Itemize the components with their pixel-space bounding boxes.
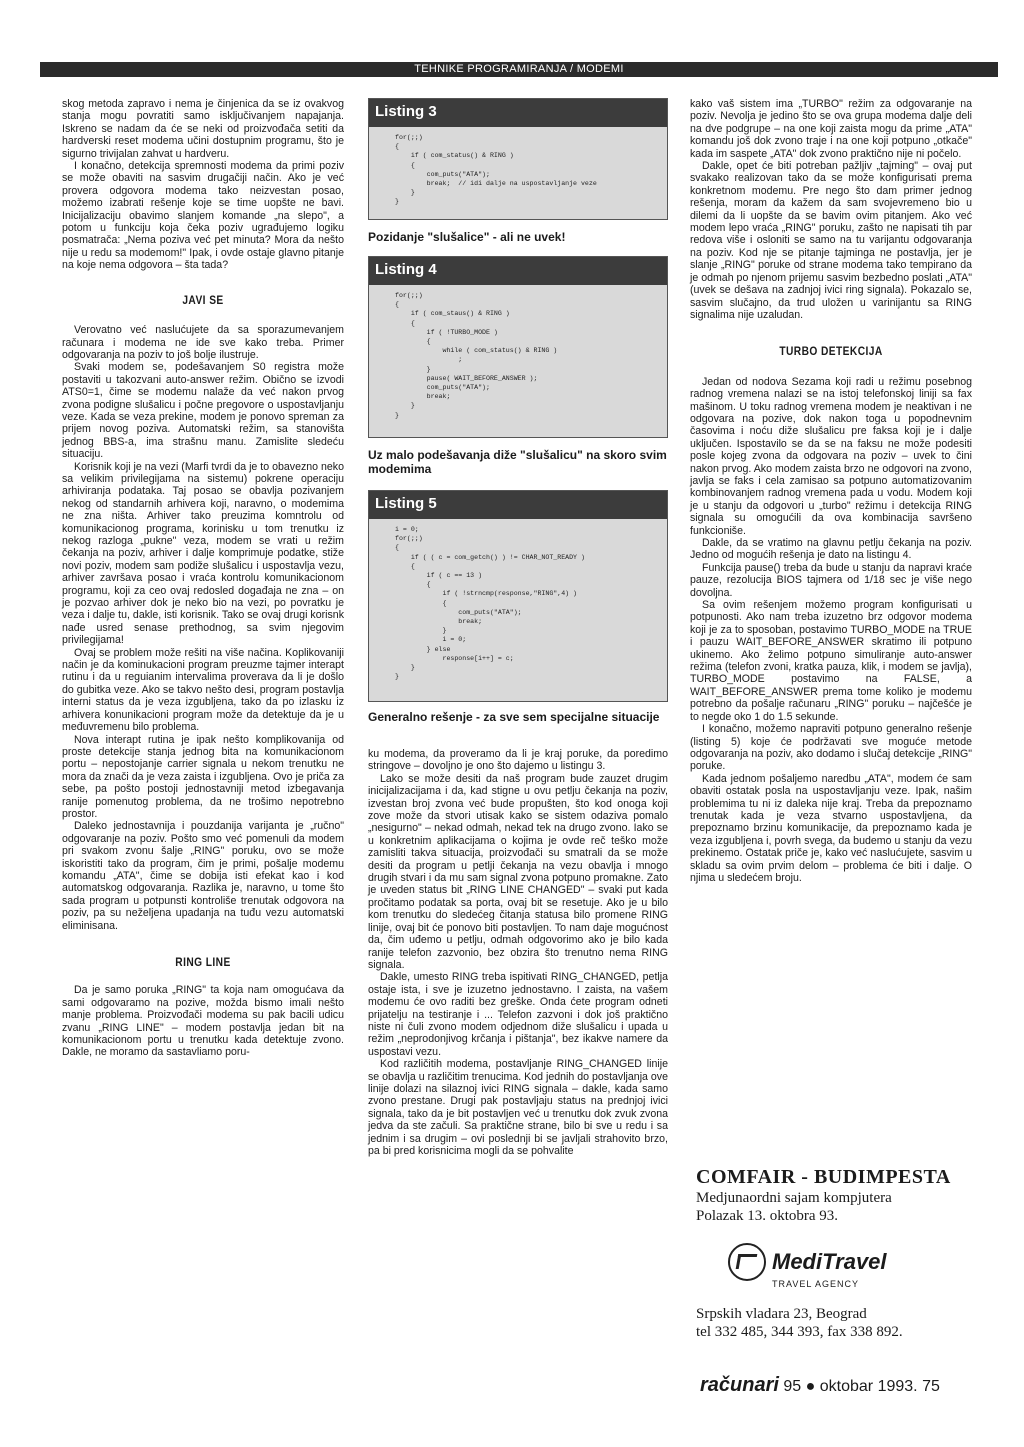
listing-header	[369, 491, 667, 519]
paragraph: ku modema, da proveramo da li je kraj poruke, da poredimo stringove – dovoljno je ono što dajemo u listingu 3.	[368, 748, 668, 773]
code-block: for(;;) { if ( com_staus() & RING ) { if ( !TURBO_MODE ) { while ( com_status() & RING ) ; } pause( WAIT_BEFORE_ANSWER ); com_puts("ATA"); break; } }	[395, 292, 558, 419]
listing-5-box	[368, 490, 668, 702]
ad-line: Medjunaordni sajam kompjutera	[696, 1190, 892, 1206]
left-column	[62, 98, 344, 1059]
middle-column	[368, 748, 668, 1157]
paragraph: Nova interapt rutina je ipak nešto komplikovanija od proste detekcije stanja jednog bita na komunikacionom portu – nepostojanje carrier signala u nekom trenutku ne mora da znači da je veza zaista i izgubljena. Ovo je priča za sebe, pa pošto postoji jednostavniji metod izbegavanja ranije pomenutog problema, da ne trošimo nepotrebno prostor.	[62, 733, 344, 820]
section-heading: TURBO DETEKCIJA	[779, 344, 883, 359]
paragraph: Svaki modem se, podešavanjem S0 registra može postaviti u takozvani auto-answer režim. Obično se izvodi ATS0=1, čime se modemu nalaže da već nakon prvog zvona podigne slušalicu i počne pregovore o uspostavljanju veze. Kada se veza prekine, modem je ponovo spreman za prijem novog poziva. Automatski režim, sa stanovišta jednog BBS-a, ima strašnu manu. Zamislite sledeću situaciju.	[62, 361, 344, 461]
advertisement	[696, 1166, 986, 1341]
section-heading: JAVI SE	[182, 292, 224, 307]
paragraph: Dakle, da se vratimo na glavnu petlju čekanja na poziv. Jedno od mogućih rešenja je dato na listingu 4.	[690, 537, 972, 562]
ad-phone: tel 332 485, 344 393, fax 338 892.	[696, 1324, 903, 1340]
paragraph: I konačno, detekcija spremnosti modema da primi poziv se može obaviti na sasvim drugačiji način. Ako je već provera odgovora modema tako neizvestan posao, možemo izabrati rešenje koje se time uopšte ne bavi. Inicijalizaciju obavimo slanjem komande „na slepo", a potom u funkciju koja čeka poziv ugrađujemo logiku posmatrača: „Nema poziva već pet minuta? Mora da nešto nije u redu sa modemom!" Ipak, i ovde ostaje glavno pitanje na koje nema odgovora – šta tada?	[62, 160, 344, 272]
page-footer	[700, 1374, 998, 1397]
issue-number: 95	[783, 1378, 802, 1395]
paragraph: Daleko jednostavnija i pouzdanija varijanta je „ručno" odgovaranje na poziv. Pošto smo već pomenuli da modem pri svakom zvonu šalje „RING" poruku, ovo se može iskoristiti tako da program, čim je primi, pošalje modemu komandu „ATA", čime se dobija isti efekat kao i kod automatskog odgovaranja. Razlika je, naravno, u tome što sada program u potpunsti kontroliše trenutak odgovora na poziv, pa su neželjena upadanja na tuđu vezu automatski eliminisana.	[62, 820, 344, 932]
paragraph: I konačno, možemo napraviti potpuno generalno rešenje (listing 5) koje će podržavati sve moguće metode odgovaranja na poziv, ako dodamo i slučaj detekcije „RING" poruke.	[690, 723, 972, 773]
paragraph: Da je samo poruka „RING" ta koja nam omogućava da sami odgovaramo na pozive, možda bismo imali nešto manje problema. Proizvođači modema su pak bacili udicu zvanu „RING LINE" – modem postavlja jedan bit na komunikacionom portu u trenutku kada detektuje zvono. Dakle, ne moramo da sastavliamo poru-	[62, 984, 344, 1059]
magazine-name: računari	[700, 1374, 779, 1396]
ad-title: COMFAIR - BUDIMPESTA	[696, 1166, 951, 1188]
paragraph: Dakle, umesto RING treba ispitivati RING_CHANGED, petlja ostaje ista, i sve je izuzetno jednostavno. I zaista, na vašem modemu će ovo raditi bez greške. Onda ćete program odneti prijatelju na testiranje i ... Telefon zazvoni i dok još praktično niste ni čuli zvono modem odjednom diže slušalicu i upada u režim „neprodonjivog krčanja i pištanja", bez ikakve namere da uspostavi vezu.	[368, 971, 668, 1058]
listing-caption: Uz malo podešavanja diže "slušalicu" na skoro svim modemima	[368, 448, 667, 476]
listing-title: Listing 4	[375, 261, 437, 278]
issue-date: oktobar 1993.	[819, 1378, 918, 1395]
paragraph: Jedan od nodova Sezama koji radi u režimu posebnog radnog vremena nalazi se na istoj telefonskoj liniji sa fax mašinom. U toku radnog vremena modem je neaktivan i ne odgovara na pozive, dok nakon toga u popodnevnim časovima i noću diže slušalicu pre faksa koji je i dalje uključen. Ispostavilo se da se na faksu ne može podesiti posle kojeg zvona da odgovara na poziv – uvek to čini nakon prvog. Ako modem zaista brzo ne odgovori na zvono, javlja se faks i cela zamisao sa potpuno automatizovanim kombinovanjem radnog vremena pada u vodu. Modem koji je u stanju da odgovori u „turbo" režimu i detekcija RING signala su omogućili da ova kombinacija savršeno funkcioniše.	[690, 375, 972, 537]
ad-agency: TRAVEL AGENCY	[772, 1279, 860, 1289]
bullet-icon: ●	[805, 1378, 816, 1395]
listing-title: Listing 5	[375, 495, 437, 512]
meditravel-logo	[728, 1243, 986, 1281]
paragraph: Dakle, opet će biti potreban pažljiv „tajming" – ovaj put svakako realizovan tako da se može konfigurisati prema konkretnom modemu. Pre nego što dam primer jednog rešenja, moram da kažem da sam svojevremeno bio u dilemi da li uopšte da se bavim ovim pitanjem. Ako već modem lepo vraća „RING" poruku, zašto ne napisati tih par redova više i osloniti se samo na tu varijantu odgovaranja na poziv. Kod nje se pitanje tajminga ne postavlja, jer je slanje „RING" poruke od strane modema tako tempirano da je odmah po njenom prijemu sasvim bezbedno poslati „ATA" (uvek se dešava na zadnjoj ivici ring signala). Pokazalo se, sasvim slučajno, da trud uložen u varinijantu sa RING signalima nije uzaludan.	[690, 160, 972, 321]
ad-line: Polazak 13. oktobra 93.	[696, 1208, 839, 1224]
listing-header	[369, 257, 667, 285]
section-header	[40, 62, 998, 77]
paragraph: Kod različitih modema, postavljanje RING_CHANGED linije se obavlja u različitim trenucima. Kod jednih do postavljanja ove linije dolazi na silaznoj ivici RING signala – dakle, kada samo zvono prestane. Drugi pak postavljaju status na prednjoj ivici signala, tako da je bit postavljen već u trenutku dok zvuk zvona jedva da ste začuli. Sa praktične strane, bilo bi sve u redu i sa jednim i sa drugim – ovi poslednji bi se javljali strahovito brzo, pa bi pred korisnicima mogli da se pohvalite	[368, 1058, 668, 1157]
code-block: i = 0; for(;;) { if ( ( c = com_getch() ) != CHAR_NOT_READY ) { if ( c == 13 ) { if ( !strncmp(response,"RING",4) ) { com_puts("ATA"); break; } i = 0; } else response[i++] = c; } }	[395, 526, 585, 681]
ad-address: Srpskih vladara 23, Beograd	[696, 1306, 867, 1322]
listing-header	[369, 99, 667, 127]
listing-4-box	[368, 256, 668, 438]
logo-icon	[728, 1243, 766, 1281]
paragraph: Korisnik koji je na vezi (Marfi tvrdi da je to obavezno neko sa velikim privilegijama na sistemu) pokrene operaciju arhiviranja podataka. Taj posao se obavlja pozivanjem nekog od standarnih arhivera koji, naravno, o modemima ne zna ništa. Arhiver tako preuzima komntrolu od komunikacionog programa, korinisku u tom trenutku iz nekog razloga „pukne" veza, modem se vrati u režim čekanja na poziv, arhiver i dalje komprimuje podatke, stiže novi poziv, modem sam podiže slušalicu i uspostavlja vezu, arhiver završava posao i vraća kontrolu komunikacionom programu, koji za ceo ovaj redosled događaja ne zna – on je pozvao arhiver dok je neko bio na vezi, po povratku je veza i dalje tu, dakle, isti korisnik. Tako se ovaj drugi korisnk nađe usred senase prethodnog, sa svim njegovim privilegijama!	[62, 460, 344, 647]
listing-caption: Pozidanje "slušalice" - ali ne uvek!	[368, 230, 566, 244]
paragraph: Verovatno već naslućujete da sa sporazumevanjem računara i modema ne ide sve kako treba. Primer odgovaranja na poziv to još bolje ilustruje.	[62, 324, 344, 361]
paragraph: Funkcija pause() treba da bude u stanju da napravi kraće pauze, rezolucija BIOS tajmera od 1/18 sec je više nego dovoljna.	[690, 561, 972, 599]
paragraph: skog metoda zapravo i nema je činjenica da se iz ovakvog stanja mogu povratiti samo isključivanjem napajanja. Iskreno se nadam da će se neki od proizvođača setiti da hardverski reset modema učini dostupnim programu, što je sigurno trivijalan zahvat u hardveru.	[62, 98, 344, 160]
paragraph: Ovaj se problem može rešiti na više načina. Koplikovaniji način je da kominukacioni program preuzme tajmer interapt rutinu i da u reguianim intervalima proverava da li je došlo do gubitka veze. Ako se takvo nešto desi, program postavlja interni status da je veza izgubljena, tako da po izlasku iz arhivera konunikacioni program može da detektuje da je u međuvremenu bilo problema.	[62, 646, 344, 734]
section-heading: RING LINE	[175, 955, 231, 969]
ad-brand: MediTravel	[772, 1249, 887, 1274]
listing-3-box	[368, 98, 668, 220]
right-column	[690, 98, 972, 884]
paragraph: kako vaš sistem ima „TURBO" režim za odgovaranje na poziv. Nevolja je jedino što se ova grupa modema dalje deli na dve podgrupe – na one koji zaista mogu da prime „ATA" komandu još dok zvono traje i na one koji potpuno „otkače" kada im saspete „ATA" dok zvono praktično nije ni počelo.	[690, 98, 972, 160]
code-block: for(;;) { if ( com_status() & RING ) { com_puts("ATA"); break; // idi dalje na uspostavljanje veze } }	[395, 134, 597, 206]
section-title: TEHNIKE PROGRAMIRANJA / MODEMI	[414, 63, 624, 75]
page-number: 75	[922, 1378, 940, 1395]
listing-caption: Generalno rešenje - za sve sem specijalne situacije	[368, 710, 660, 724]
paragraph: Sa ovim rešenjem možemo program konfigurisati u potpunosti. Ako nam treba izuzetno brz odgovor modema koji je za to sposoban, postavimo TURBO_MODE na TRUE i pauzu WAIT_BEFORE_ANSWER skratimo ili potpuno ukinemo. Ako želimo potpuno simuliranje auto-answer režima (telefon zvoni, kratka pauza, klik, i modem se javlja), TURBO_MODE postavimo na FALSE, a WAIT_BEFORE_ANSWER prema tome koliko je modemu potrebno da pošalje računaru „RING" poruku – najčešće je to negde oko 1 do 1.5 sekunde.	[690, 599, 972, 723]
listing-title: Listing 3	[375, 103, 437, 120]
paragraph: Kada jednom pošaljemo naredbu „ATA", modem će sam obaviti ostatak posla na uspostavljanju veze. Ipak, našim problemima tu ni iz daleka nije kraj. Treba da prepoznamo trenutak kada je veza stvarno uspostavljena, da prepoznamo brzinu komunikacije, da prepoznamo kada je veza izgubljena i, povrh svega, da budemo u stanju da vezu prekinemo. Ostatak priče je, kako već naslućujete, sasvim u skladu sa ovim prvim delom – problema će biti i dalje. O njima u sledećem broju.	[690, 772, 972, 884]
paragraph: Lako se može desiti da naš program bude zauzet drugim inicijalizacijama i da, kad stigne u ovu petlju čekanja na poziv, izvestan broj zvona već bude propušten, što kod onoga koji zove može da stvori utisak kako se sistem odaziva pomalo „nesigurno" – nekad odmah, nekad tek na drugo zvono. Iako se u konkretnim aplikacijama o kojima je ovde reč teško može zamisliti takva situacija, proizvođači su smatrali da se može desiti da program u petlji čekanja na vezu obavlja i mnogo drugih stvari i da mu sam signal zvona potpuno promakne. Zato je uveden status bit „RING LINE CHANGED" – svaki put kada pročitamo podatak sa porta, ovaj bit se resetuje. Ako je u bilo kom trenutku do sledećeg čitanja statusa bilo promene RING linije, ovaj bit će ponovo biti postavljen. To nam daje mogućnost da, čim uđemo u petlju, odmah odgovorimo ako je bilo kada ranije telefon zazvonio, bez obzira što trenutno nema RING signala.	[368, 772, 668, 971]
